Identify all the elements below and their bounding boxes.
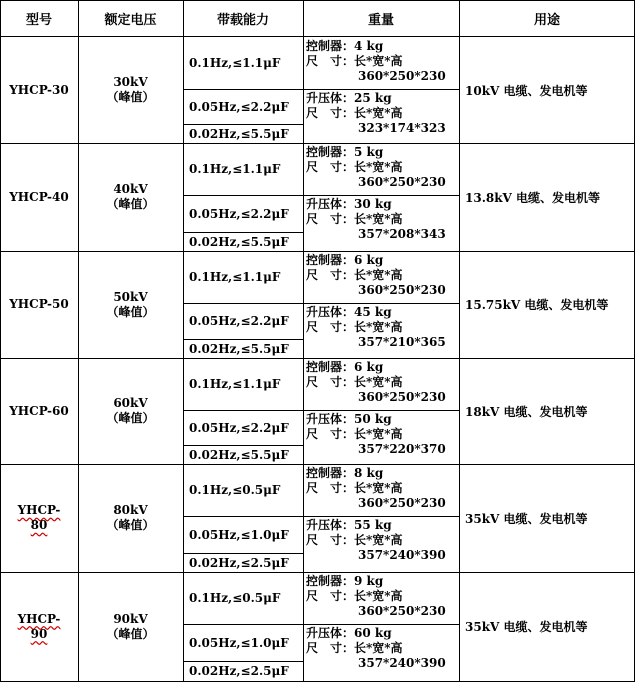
voltage-note: （峰值） bbox=[106, 90, 155, 104]
model-name-suffix: 80 bbox=[30, 518, 48, 532]
booster-weight-line: 升压体：45 kg bbox=[306, 305, 392, 319]
voltage-note: （峰值） bbox=[106, 411, 155, 425]
weight-divider bbox=[303, 410, 459, 411]
dimension-value: 357*240*390 bbox=[358, 548, 446, 562]
capacity-spec: 0.02Hz,≤5.5μF bbox=[189, 447, 289, 462]
booster-weight bbox=[306, 197, 458, 242]
capacity-spec: 0.1Hz,≤0.5μF bbox=[189, 591, 281, 605]
capacity-spec: 0.1Hz,≤1.1μF bbox=[189, 377, 281, 391]
capacity-spec: 0.05Hz,≤2.2μF bbox=[189, 314, 289, 328]
weight-divider bbox=[303, 624, 459, 625]
dimension-value: 357*210*365 bbox=[358, 335, 446, 349]
capacity-spec: 0.05Hz,≤2.2μF bbox=[189, 206, 289, 221]
controller-weight bbox=[306, 39, 458, 84]
dimension-label: 尺 寸：长*宽*高 bbox=[306, 427, 403, 441]
dimension-label: 尺 寸：长*宽*高 bbox=[306, 375, 403, 389]
weight-divider bbox=[303, 516, 459, 517]
capacity-spec: 0.05Hz,≤2.2μF bbox=[189, 420, 289, 435]
dimension-value: 360*250*230 bbox=[358, 283, 446, 297]
dimension-label: 尺 寸：长*宽*高 bbox=[306, 268, 403, 282]
dimension-label: 尺 寸：长*宽*高 bbox=[306, 320, 403, 334]
rated-voltage: 90kV bbox=[113, 611, 148, 626]
header-use: 用途 bbox=[533, 13, 560, 28]
application-text: 10kV 电缆、发电机等 bbox=[465, 83, 588, 98]
capacity-spec: 0.05Hz,≤1.0μF bbox=[189, 527, 289, 542]
table-border-top bbox=[0, 0, 635, 1]
dimension-label: 尺 寸：长*宽*高 bbox=[306, 160, 403, 174]
booster-weight bbox=[306, 91, 458, 136]
model-name: YHCP-40 bbox=[9, 189, 69, 204]
header-weight: 重量 bbox=[367, 13, 394, 28]
booster-weight bbox=[306, 412, 458, 457]
rated-voltage: 50kV bbox=[113, 289, 148, 304]
voltage-note: （峰值） bbox=[106, 518, 155, 532]
capacity-spec: 0.02Hz,≤2.5μF bbox=[189, 664, 289, 678]
weight-divider bbox=[303, 303, 459, 304]
controller-weight-line: 控制器：6 kg bbox=[306, 253, 384, 267]
rated-voltage: 30kV bbox=[113, 75, 148, 89]
column-divider bbox=[459, 0, 460, 682]
voltage-note: （峰值） bbox=[106, 197, 155, 211]
controller-weight-line: 控制器：5 kg bbox=[306, 145, 384, 159]
rated-voltage: 80kV bbox=[113, 503, 148, 517]
capacity-spec: 0.02Hz,≤5.5μF bbox=[189, 234, 289, 249]
voltage-note: （峰值） bbox=[106, 304, 155, 319]
dimension-label: 尺 寸：长*宽*高 bbox=[306, 533, 403, 547]
rated-voltage: 40kV bbox=[113, 182, 148, 196]
controller-weight-line: 控制器：8 kg bbox=[306, 466, 384, 480]
capacity-spec: 0.1Hz,≤1.1μF bbox=[189, 270, 281, 284]
dimension-label: 尺 寸：长*宽*高 bbox=[306, 641, 403, 655]
dimension-value: 360*250*230 bbox=[358, 496, 446, 510]
voltage-cell bbox=[78, 358, 183, 464]
voltage-cell bbox=[78, 251, 183, 358]
controller-weight bbox=[306, 145, 458, 190]
model-name: YHCP-60 bbox=[9, 403, 69, 418]
dimension-value: 360*250*230 bbox=[358, 69, 446, 83]
booster-weight-line: 升压体：55 kg bbox=[306, 518, 392, 532]
dimension-value: 357*220*370 bbox=[358, 442, 446, 456]
dimension-value: 360*250*230 bbox=[358, 390, 446, 404]
booster-weight bbox=[306, 626, 458, 671]
controller-weight-line: 控制器：4 kg bbox=[306, 39, 384, 53]
model-name: YHCP- bbox=[17, 611, 61, 626]
header-voltage: 额定电压 bbox=[104, 13, 157, 28]
dimension-label: 尺 寸：长*宽*高 bbox=[306, 106, 403, 120]
capacity-spec: 0.1Hz,≤1.1μF bbox=[189, 56, 281, 70]
rated-voltage: 60kV bbox=[113, 396, 148, 410]
capacity-spec: 0.05Hz,≤2.2μF bbox=[189, 99, 289, 114]
model-cell bbox=[0, 464, 78, 572]
controller-weight bbox=[306, 466, 458, 511]
application-text: 35kV 电缆、发电机等 bbox=[465, 511, 588, 526]
controller-weight bbox=[306, 360, 458, 405]
capacity-spec: 0.1Hz,≤1.1μF bbox=[189, 162, 281, 176]
dimension-value: 360*250*230 bbox=[358, 604, 446, 618]
voltage-cell bbox=[78, 464, 183, 572]
booster-weight bbox=[306, 518, 458, 563]
model-cell bbox=[0, 572, 78, 681]
booster-weight bbox=[306, 305, 458, 350]
booster-weight-line: 升压体：30 kg bbox=[306, 197, 392, 211]
capacity-spec: 0.1Hz,≤0.5μF bbox=[189, 483, 281, 497]
application-text: 35kV 电缆、发电机等 bbox=[465, 620, 588, 634]
voltage-note: （峰值） bbox=[106, 626, 155, 641]
model-name: YHCP-50 bbox=[9, 297, 69, 311]
dimension-label: 尺 寸：长*宽*高 bbox=[306, 54, 403, 68]
model-name-suffix: 90 bbox=[30, 626, 48, 641]
weight-divider bbox=[303, 195, 459, 196]
voltage-cell bbox=[78, 572, 183, 681]
column-divider bbox=[303, 0, 304, 682]
model-name: YHCP-30 bbox=[9, 82, 69, 97]
voltage-cell bbox=[78, 37, 183, 143]
controller-weight-line: 控制器：6 kg bbox=[306, 360, 384, 374]
controller-weight bbox=[306, 574, 458, 619]
weight-divider bbox=[303, 89, 459, 90]
application-text: 13.8kV 电缆、发电机等 bbox=[465, 190, 601, 205]
capacity-spec: 0.02Hz,≤5.5μF bbox=[189, 126, 289, 141]
booster-weight-line: 升压体：25 kg bbox=[306, 91, 392, 105]
dimension-label: 尺 寸：长*宽*高 bbox=[306, 589, 403, 603]
controller-weight-line: 控制器：9 kg bbox=[306, 574, 384, 588]
application-text: 18kV 电缆、发电机等 bbox=[465, 404, 588, 419]
header-capacity: 带载能力 bbox=[216, 13, 269, 28]
header-model: 型号 bbox=[25, 13, 52, 28]
dimension-value: 357*208*343 bbox=[358, 227, 446, 241]
dimension-label: 尺 寸：长*宽*高 bbox=[306, 481, 403, 495]
capacity-spec: 0.05Hz,≤1.0μF bbox=[189, 635, 289, 650]
dimension-value: 323*174*323 bbox=[358, 121, 446, 135]
booster-weight-line: 升压体：50 kg bbox=[306, 412, 392, 426]
capacity-spec: 0.02Hz,≤5.5μF bbox=[189, 341, 289, 356]
controller-weight bbox=[306, 253, 458, 298]
dimension-label: 尺 寸：长*宽*高 bbox=[306, 212, 403, 226]
application-text: 15.75kV 电缆、发电机等 bbox=[465, 298, 609, 312]
dimension-value: 357*240*390 bbox=[358, 656, 446, 670]
dimension-value: 360*250*230 bbox=[358, 175, 446, 189]
booster-weight-line: 升压体：60 kg bbox=[306, 626, 392, 640]
voltage-cell bbox=[78, 143, 183, 251]
capacity-spec: 0.02Hz,≤2.5μF bbox=[189, 555, 289, 570]
model-name: YHCP- bbox=[17, 503, 61, 517]
